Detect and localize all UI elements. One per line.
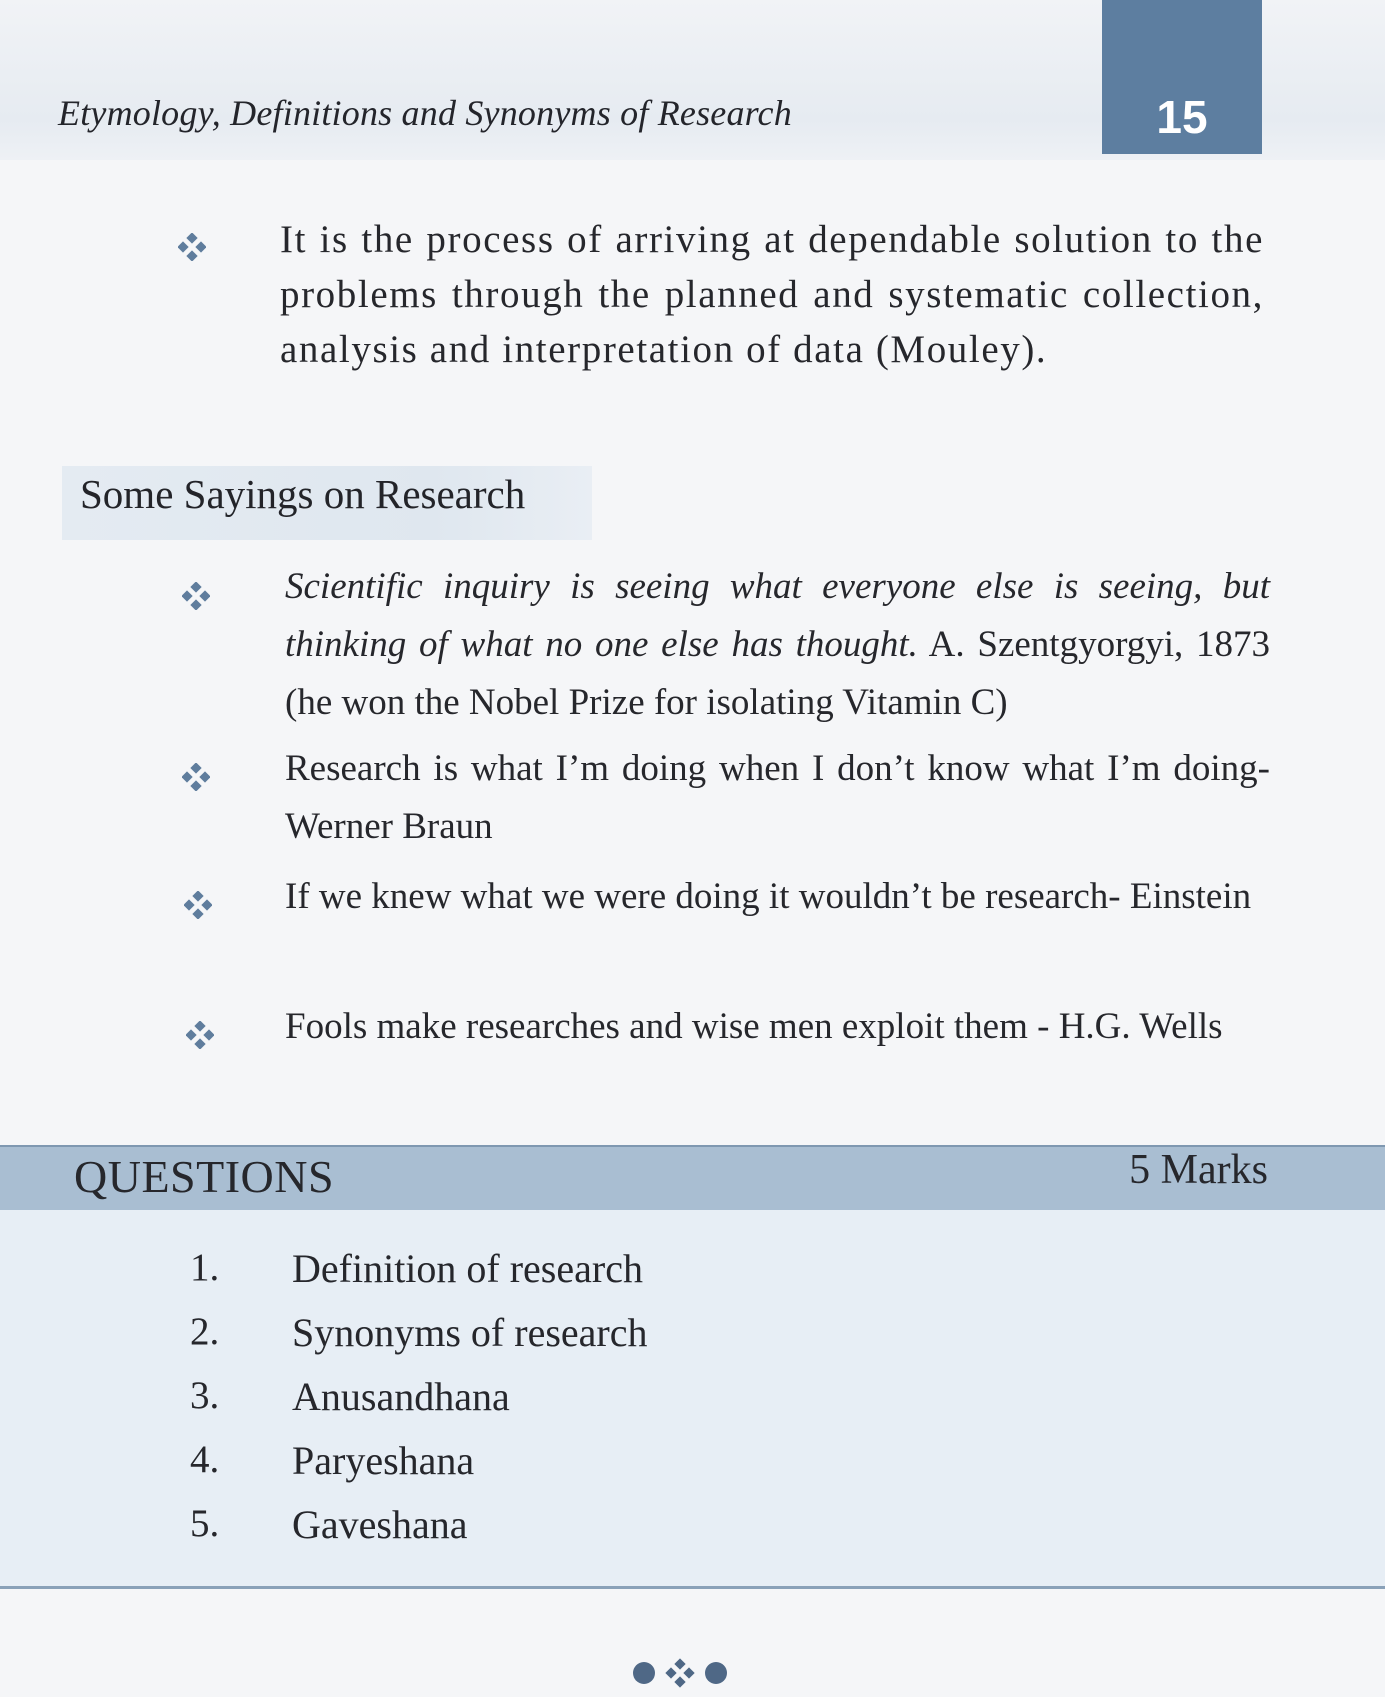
question-text: Paryeshana [292, 1438, 475, 1483]
question-item [0, 1245, 1385, 1309]
section-heading: Some Sayings on Research [80, 471, 526, 517]
question-number: 1. [190, 1246, 220, 1289]
question-number: 3. [190, 1374, 220, 1417]
saying-item: If we knew what we were doing it wouldn’t be research- Einstein [285, 876, 1252, 917]
page-number-box [1102, 0, 1262, 154]
questions-marks: 5 Marks [1129, 1147, 1268, 1193]
saying-item: Research is what I’m doing when I don’t know what I’m doing- Werner Braun [285, 748, 1270, 847]
running-title: Etymology, Definitions and Synonyms of Research [58, 93, 792, 133]
saying-attribution: A. Szentgyorgyi, 1873 (he won the Nobel Prize for isolating Vitamin C) [285, 624, 1270, 723]
four-diamond-bullet-icon [184, 891, 212, 919]
question-number: 4. [190, 1438, 220, 1481]
end-ornament-icon [630, 1658, 730, 1688]
questions-title: QUESTIONS [74, 1151, 335, 1202]
question-item [0, 1501, 1385, 1565]
question-text: Gaveshana [292, 1502, 468, 1547]
question-number: 5. [190, 1502, 220, 1545]
four-diamond-bullet-icon [182, 763, 210, 791]
question-number: 2. [190, 1310, 220, 1353]
four-diamond-bullet-icon [186, 1021, 214, 1049]
question-item [0, 1309, 1385, 1373]
saying-quote: Scientific inquiry is seeing what everyone else is seeing, but thinking of what no one else has thought. [285, 566, 1270, 665]
question-item [0, 1373, 1385, 1437]
saying-item [285, 558, 1270, 732]
questions-list [0, 1245, 1385, 1565]
saying-item: Fools make researches and wise men exploit them - H.G. Wells [285, 1006, 1223, 1047]
question-text: Definition of research [292, 1246, 643, 1291]
definition-paragraph: It is the process of arriving at dependable solution to the problems through the planned and systematic collection, analysis and interpretation of data (Mouley). [280, 218, 1264, 371]
question-text: Anusandhana [292, 1374, 510, 1419]
page-number: 15 [1156, 91, 1208, 143]
question-text: Synonyms of research [292, 1310, 648, 1355]
question-item [0, 1437, 1385, 1501]
four-diamond-bullet-icon [178, 233, 206, 261]
four-diamond-bullet-icon [182, 582, 210, 610]
